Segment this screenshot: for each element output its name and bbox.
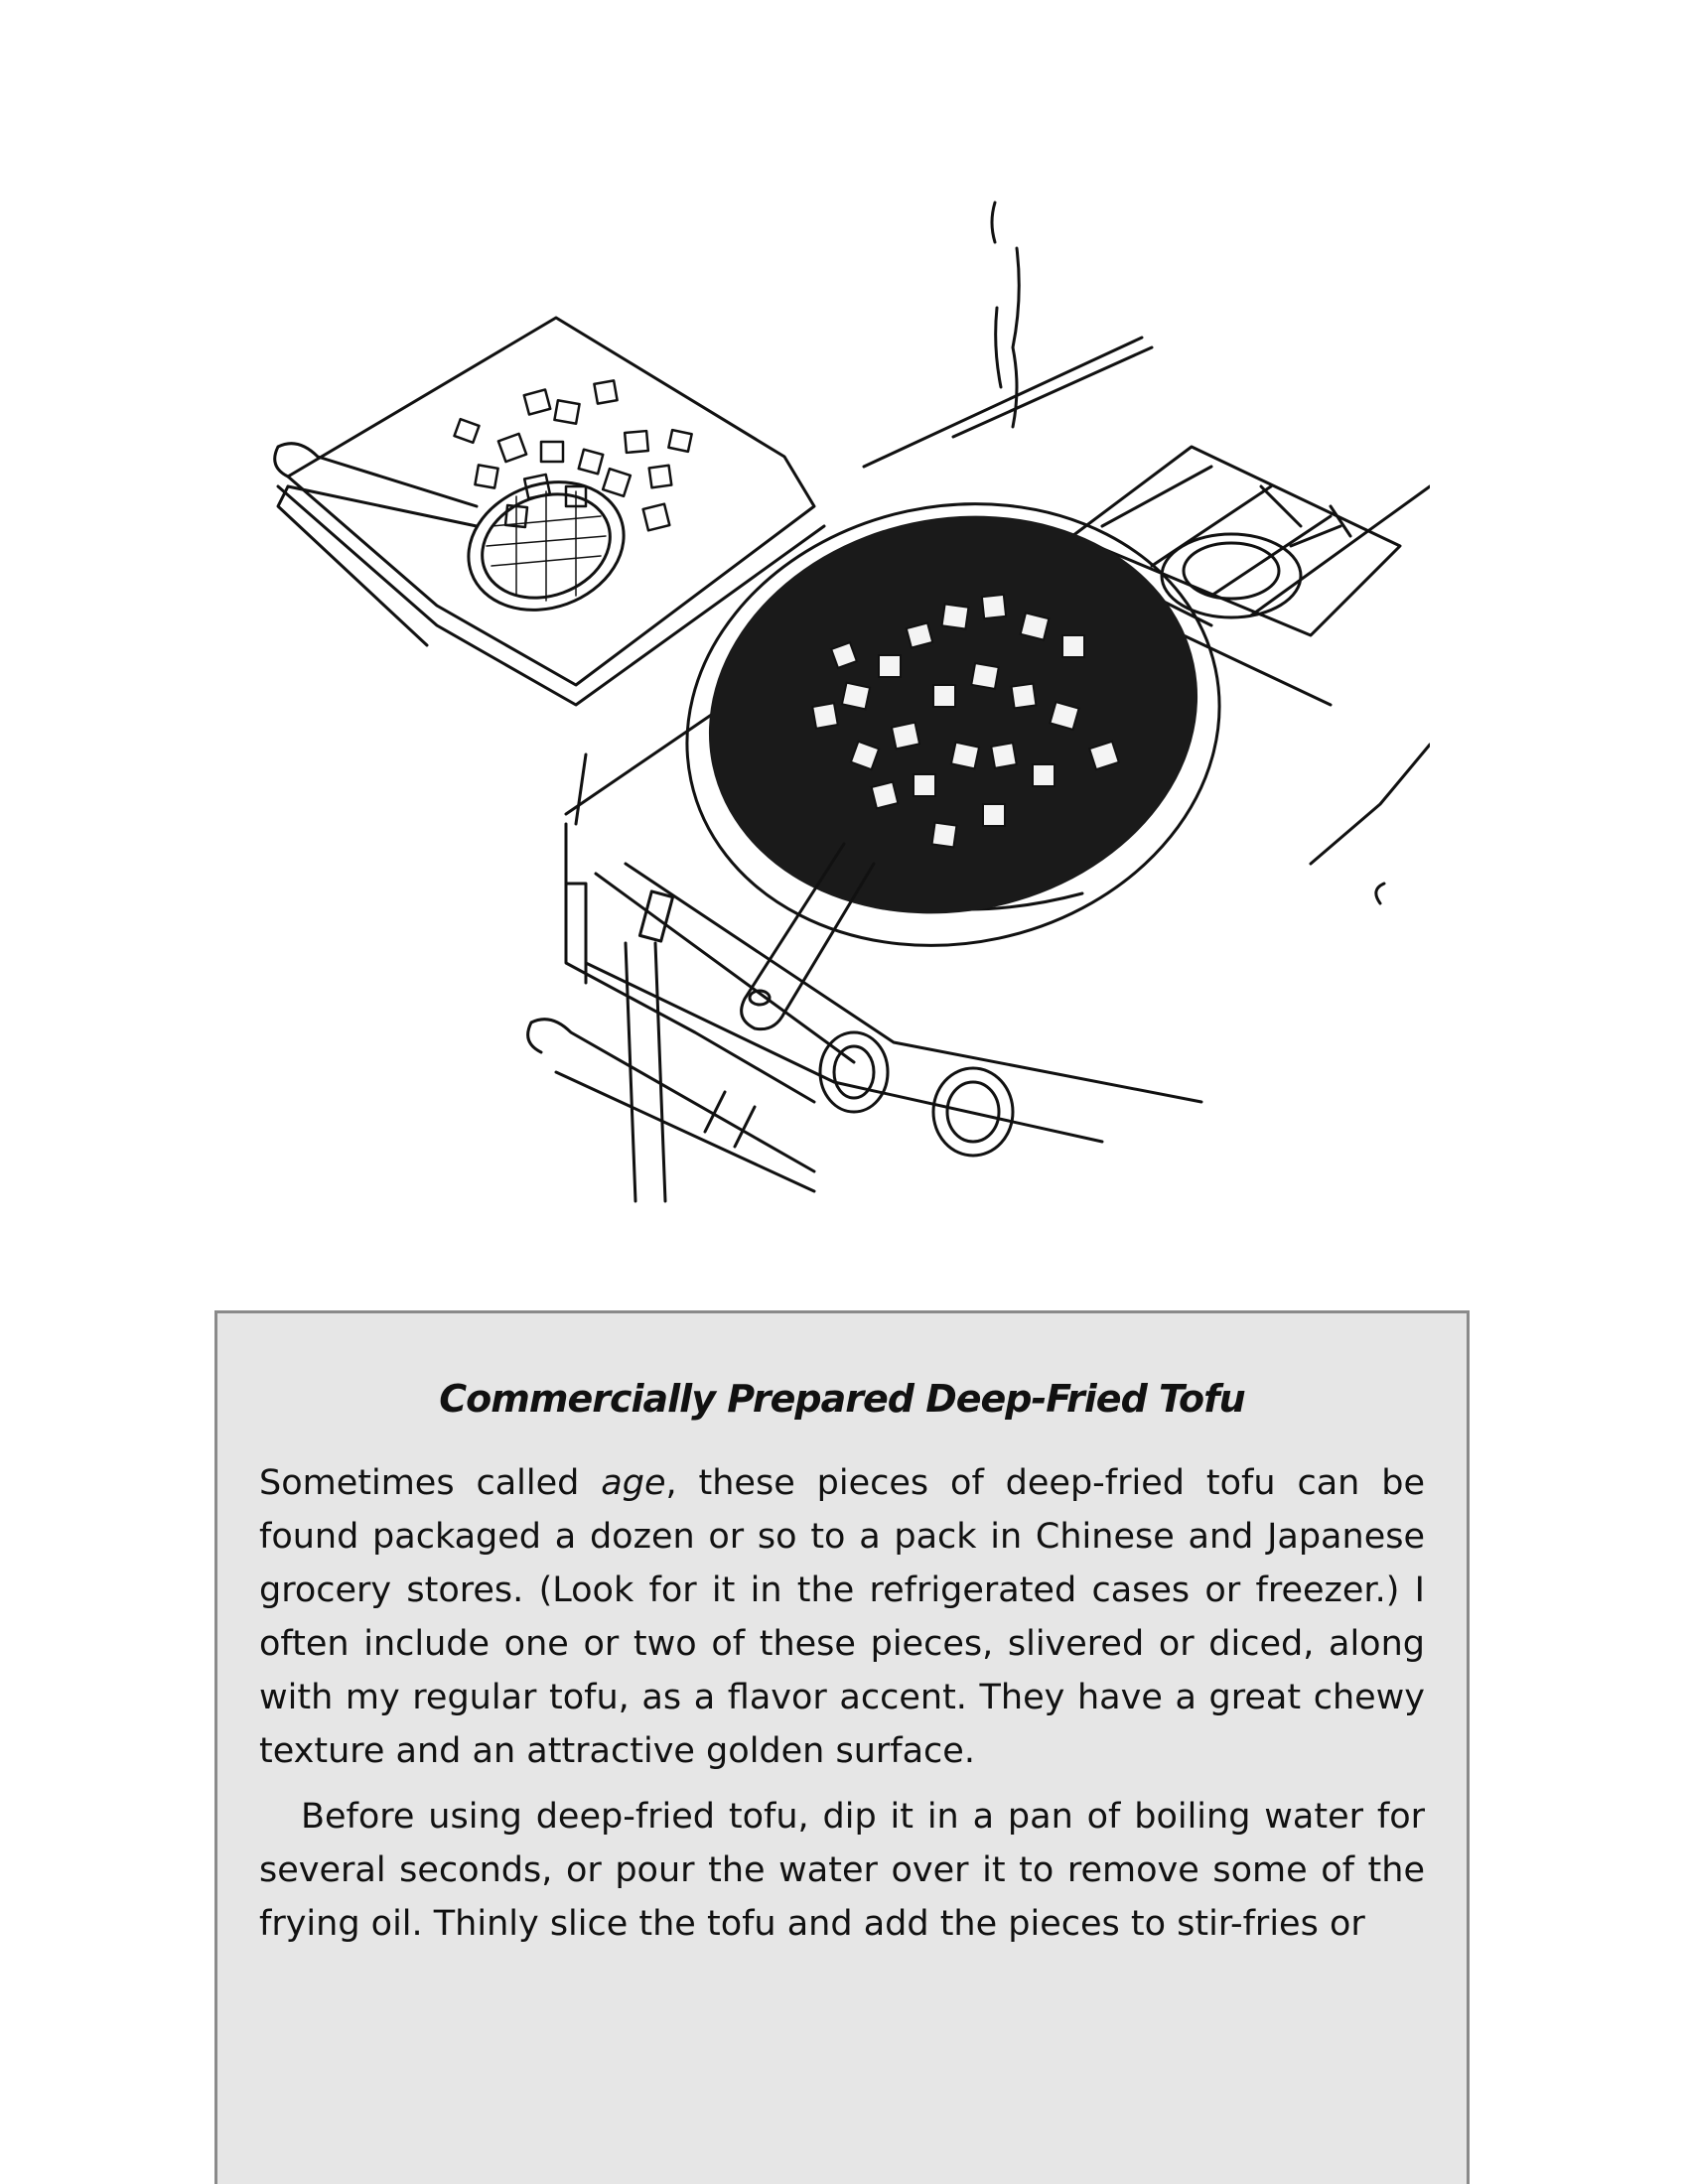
paragraph-1-term: age: [601, 1463, 666, 1503]
sidebar-paragraph-1: [259, 1456, 1425, 1778]
paragraph-1-rest: , these pieces of deep-fried tofu can be found packaged a dozen or so to a pack in Chinese and Japanese grocery stores. (Look for it in the refrigerated cases or freezer.) I often include one or two of these pieces, slivered or diced, along with my regular tofu, as a flavor accent. They have a great chewy texture and an attractive golden surface.: [259, 1463, 1425, 1771]
sidebar-paragraph-2: Before using deep-fried tofu, dip it in a pan of boiling water for several seconds, or pour the water over it to remove some of the frying oil. Thinly slice the tofu and add the pieces to stir-fries or: [259, 1797, 1425, 1944]
stove-frying-pan-tofu-icon: [258, 189, 1430, 1261]
paragraph-1-start: Sometimes called: [259, 1463, 602, 1503]
stove-frying-pan-illustration: [258, 189, 1430, 1261]
sidebar-title: Commercially Prepared Deep-Fried Tofu: [439, 1377, 1245, 1421]
sidebar-box: [214, 1310, 1470, 2184]
